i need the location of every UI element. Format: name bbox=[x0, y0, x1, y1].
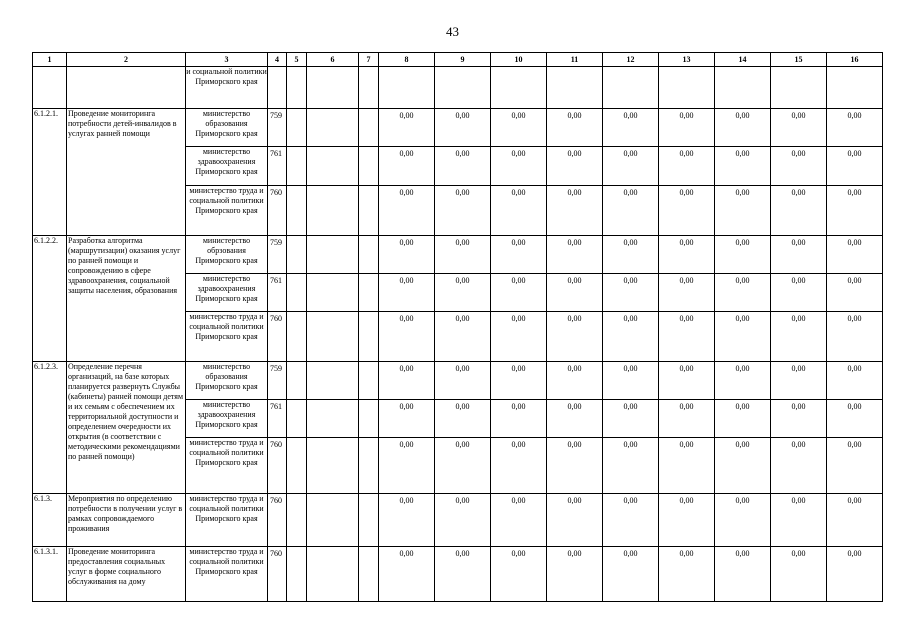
item-number: 6.1.3. bbox=[33, 494, 67, 547]
empty-cell bbox=[359, 400, 379, 438]
amount-cell: 0,00 bbox=[379, 274, 435, 312]
table-row bbox=[33, 547, 883, 602]
amount-cell: 0,00 bbox=[379, 236, 435, 274]
empty-cell bbox=[287, 362, 307, 400]
column-header-1: 1 bbox=[33, 53, 67, 67]
amount-cell: 0,00 bbox=[435, 312, 491, 362]
amount-cell: 0,00 bbox=[547, 547, 603, 602]
empty-cell bbox=[307, 67, 359, 109]
column-header-6: 6 bbox=[307, 53, 359, 67]
executor-name: министерство труда и социальной политики Приморского края bbox=[186, 438, 268, 494]
amount-cell bbox=[771, 67, 827, 109]
budget-code: 759 bbox=[268, 109, 287, 147]
amount-cell: 0,00 bbox=[435, 494, 491, 547]
empty-cell bbox=[287, 109, 307, 147]
amount-cell: 0,00 bbox=[547, 147, 603, 186]
empty-cell bbox=[307, 312, 359, 362]
amount-cell bbox=[435, 67, 491, 109]
amount-cell bbox=[547, 67, 603, 109]
executor-name: и социальной политики Приморского края bbox=[186, 67, 268, 109]
amount-cell: 0,00 bbox=[547, 186, 603, 236]
empty-cell bbox=[307, 109, 359, 147]
amount-cell: 0,00 bbox=[827, 147, 883, 186]
empty-cell bbox=[359, 312, 379, 362]
empty-cell bbox=[287, 438, 307, 494]
amount-cell: 0,00 bbox=[659, 400, 715, 438]
amount-cell: 0,00 bbox=[715, 494, 771, 547]
amount-cell: 0,00 bbox=[827, 438, 883, 494]
amount-cell: 0,00 bbox=[603, 362, 659, 400]
amount-cell: 0,00 bbox=[715, 186, 771, 236]
executor-name: министерство здравоохранения Приморского края bbox=[186, 147, 268, 186]
amount-cell: 0,00 bbox=[715, 274, 771, 312]
amount-cell: 0,00 bbox=[379, 400, 435, 438]
amount-cell: 0,00 bbox=[379, 547, 435, 602]
empty-cell bbox=[287, 274, 307, 312]
amount-cell bbox=[603, 67, 659, 109]
amount-cell: 0,00 bbox=[603, 274, 659, 312]
budget-code: 761 bbox=[268, 147, 287, 186]
amount-cell: 0,00 bbox=[603, 147, 659, 186]
empty-cell bbox=[307, 274, 359, 312]
column-header-11: 11 bbox=[547, 53, 603, 67]
executor-name: министерство труда и социальной политики Приморского края bbox=[186, 547, 268, 602]
budget-code: 760 bbox=[268, 438, 287, 494]
empty-cell bbox=[307, 147, 359, 186]
amount-cell: 0,00 bbox=[771, 438, 827, 494]
amount-cell: 0,00 bbox=[491, 438, 547, 494]
amount-cell: 0,00 bbox=[547, 109, 603, 147]
executor-name: министерство образования Приморского края bbox=[186, 362, 268, 400]
item-number bbox=[33, 67, 67, 109]
amount-cell: 0,00 bbox=[715, 400, 771, 438]
table-row bbox=[33, 494, 883, 547]
amount-cell: 0,00 bbox=[491, 494, 547, 547]
amount-cell: 0,00 bbox=[827, 547, 883, 602]
empty-cell bbox=[307, 547, 359, 602]
amount-cell: 0,00 bbox=[435, 438, 491, 494]
empty-cell bbox=[359, 362, 379, 400]
amount-cell bbox=[659, 67, 715, 109]
budget-code: 760 bbox=[268, 312, 287, 362]
amount-cell: 0,00 bbox=[715, 109, 771, 147]
column-header-16: 16 bbox=[827, 53, 883, 67]
amount-cell: 0,00 bbox=[603, 494, 659, 547]
amount-cell: 0,00 bbox=[827, 274, 883, 312]
column-header-15: 15 bbox=[771, 53, 827, 67]
amount-cell bbox=[379, 67, 435, 109]
header-row bbox=[33, 53, 883, 67]
executor-name: министерство труда и социальной политики Приморского края bbox=[186, 312, 268, 362]
column-header-8: 8 bbox=[379, 53, 435, 67]
executor-name: министерство здравоохранения Приморского края bbox=[186, 274, 268, 312]
amount-cell: 0,00 bbox=[379, 312, 435, 362]
amount-cell: 0,00 bbox=[435, 147, 491, 186]
activity-name: Мероприятия по определению потребности в получении услуг в рамках сопровождаемого проживания bbox=[67, 494, 186, 547]
amount-cell: 0,00 bbox=[435, 400, 491, 438]
amount-cell: 0,00 bbox=[379, 109, 435, 147]
empty-cell bbox=[359, 67, 379, 109]
empty-cell bbox=[359, 236, 379, 274]
item-number: 6.1.2.3. bbox=[33, 362, 67, 494]
activity-name: Проведение мониторинга предоставления социальных услуг в форме социального обслуживания на дому bbox=[67, 547, 186, 602]
amount-cell: 0,00 bbox=[659, 109, 715, 147]
empty-cell bbox=[307, 362, 359, 400]
activity-name bbox=[67, 67, 186, 109]
column-header-3: 3 bbox=[186, 53, 268, 67]
amount-cell bbox=[491, 67, 547, 109]
amount-cell: 0,00 bbox=[547, 312, 603, 362]
column-header-2: 2 bbox=[67, 53, 186, 67]
budget-code: 759 bbox=[268, 362, 287, 400]
budget-table bbox=[32, 52, 883, 602]
empty-cell bbox=[359, 147, 379, 186]
amount-cell: 0,00 bbox=[491, 147, 547, 186]
amount-cell: 0,00 bbox=[827, 400, 883, 438]
empty-cell bbox=[359, 274, 379, 312]
amount-cell: 0,00 bbox=[547, 362, 603, 400]
empty-cell bbox=[307, 400, 359, 438]
amount-cell: 0,00 bbox=[827, 109, 883, 147]
amount-cell: 0,00 bbox=[659, 236, 715, 274]
empty-cell bbox=[359, 438, 379, 494]
amount-cell: 0,00 bbox=[547, 438, 603, 494]
amount-cell: 0,00 bbox=[771, 147, 827, 186]
table-row bbox=[33, 362, 883, 400]
table-row bbox=[33, 236, 883, 274]
executor-name: министерство труда и социальной политики Приморского края bbox=[186, 494, 268, 547]
column-header-7: 7 bbox=[359, 53, 379, 67]
table-body bbox=[33, 67, 883, 602]
item-number: 6.1.2.2. bbox=[33, 236, 67, 362]
amount-cell: 0,00 bbox=[491, 274, 547, 312]
executor-name: министерство обрзования Приморского края bbox=[186, 236, 268, 274]
empty-cell bbox=[287, 186, 307, 236]
amount-cell: 0,00 bbox=[771, 274, 827, 312]
amount-cell: 0,00 bbox=[603, 186, 659, 236]
amount-cell: 0,00 bbox=[659, 312, 715, 362]
empty-cell bbox=[287, 67, 307, 109]
amount-cell: 0,00 bbox=[659, 362, 715, 400]
empty-cell bbox=[359, 547, 379, 602]
item-number: 6.1.2.1. bbox=[33, 109, 67, 236]
amount-cell bbox=[827, 67, 883, 109]
amount-cell: 0,00 bbox=[491, 312, 547, 362]
empty-cell bbox=[307, 186, 359, 236]
amount-cell: 0,00 bbox=[379, 186, 435, 236]
amount-cell: 0,00 bbox=[491, 362, 547, 400]
amount-cell: 0,00 bbox=[715, 438, 771, 494]
amount-cell: 0,00 bbox=[827, 236, 883, 274]
table-row bbox=[33, 109, 883, 147]
amount-cell: 0,00 bbox=[435, 109, 491, 147]
activity-name: Проведение мониторинга потребности детей-инвалидов в услугах ранней помощи bbox=[67, 109, 186, 236]
amount-cell: 0,00 bbox=[715, 547, 771, 602]
empty-cell bbox=[287, 147, 307, 186]
amount-cell: 0,00 bbox=[491, 547, 547, 602]
amount-cell: 0,00 bbox=[603, 547, 659, 602]
empty-cell bbox=[287, 312, 307, 362]
amount-cell: 0,00 bbox=[435, 274, 491, 312]
budget-code: 761 bbox=[268, 400, 287, 438]
empty-cell bbox=[287, 547, 307, 602]
amount-cell: 0,00 bbox=[547, 400, 603, 438]
amount-cell: 0,00 bbox=[827, 494, 883, 547]
amount-cell: 0,00 bbox=[827, 362, 883, 400]
empty-cell bbox=[307, 438, 359, 494]
amount-cell: 0,00 bbox=[547, 236, 603, 274]
amount-cell: 0,00 bbox=[603, 400, 659, 438]
amount-cell: 0,00 bbox=[547, 494, 603, 547]
amount-cell: 0,00 bbox=[659, 494, 715, 547]
activity-name: Определение перечня организаций, на базе которых планируется развернуть Службы (кабинеты) ранней помощи детям и их семьям с обеспечением их территориальной доступности и определением очередности их открытия (в соответствии с методическими рекомендациями по ранней помощи) bbox=[67, 362, 186, 494]
page-number: 43 bbox=[446, 24, 459, 39]
amount-cell: 0,00 bbox=[547, 274, 603, 312]
budget-code: 760 bbox=[268, 547, 287, 602]
amount-cell: 0,00 bbox=[715, 147, 771, 186]
amount-cell: 0,00 bbox=[771, 400, 827, 438]
amount-cell: 0,00 bbox=[659, 438, 715, 494]
amount-cell: 0,00 bbox=[435, 186, 491, 236]
column-header-9: 9 bbox=[435, 53, 491, 67]
amount-cell: 0,00 bbox=[771, 547, 827, 602]
amount-cell: 0,00 bbox=[715, 362, 771, 400]
amount-cell: 0,00 bbox=[491, 109, 547, 147]
amount-cell: 0,00 bbox=[379, 362, 435, 400]
budget-code: 760 bbox=[268, 186, 287, 236]
amount-cell: 0,00 bbox=[771, 362, 827, 400]
amount-cell: 0,00 bbox=[435, 547, 491, 602]
empty-cell bbox=[359, 494, 379, 547]
amount-cell: 0,00 bbox=[659, 186, 715, 236]
budget-code: 760 bbox=[268, 494, 287, 547]
budget-code bbox=[268, 67, 287, 109]
amount-cell: 0,00 bbox=[715, 312, 771, 362]
item-number: 6.1.3.1. bbox=[33, 547, 67, 602]
empty-cell bbox=[287, 236, 307, 274]
amount-cell: 0,00 bbox=[491, 186, 547, 236]
empty-cell bbox=[359, 186, 379, 236]
budget-code: 761 bbox=[268, 274, 287, 312]
amount-cell: 0,00 bbox=[379, 494, 435, 547]
amount-cell: 0,00 bbox=[379, 438, 435, 494]
amount-cell: 0,00 bbox=[659, 547, 715, 602]
executor-name: министерство образования Приморского края bbox=[186, 109, 268, 147]
amount-cell: 0,00 bbox=[827, 312, 883, 362]
executor-name: министерство труда и социальной политики Приморского края bbox=[186, 186, 268, 236]
column-header-10: 10 bbox=[491, 53, 547, 67]
column-header-5: 5 bbox=[287, 53, 307, 67]
empty-cell bbox=[359, 109, 379, 147]
column-header-13: 13 bbox=[659, 53, 715, 67]
column-header-14: 14 bbox=[715, 53, 771, 67]
amount-cell: 0,00 bbox=[771, 494, 827, 547]
amount-cell: 0,00 bbox=[435, 362, 491, 400]
amount-cell: 0,00 bbox=[659, 274, 715, 312]
budget-code: 759 bbox=[268, 236, 287, 274]
table-row bbox=[33, 67, 883, 109]
empty-cell bbox=[307, 494, 359, 547]
amount-cell: 0,00 bbox=[435, 236, 491, 274]
amount-cell: 0,00 bbox=[771, 186, 827, 236]
executor-name: министерство здравоохранения Приморского края bbox=[186, 400, 268, 438]
amount-cell: 0,00 bbox=[491, 400, 547, 438]
amount-cell: 0,00 bbox=[603, 236, 659, 274]
activity-name: Разработка алгоритма (маршрутизации) оказания услуг по ранней помощи и сопровождению в сфере здравоохранения, социальной защиты населения, образования bbox=[67, 236, 186, 362]
amount-cell: 0,00 bbox=[827, 186, 883, 236]
amount-cell: 0,00 bbox=[603, 312, 659, 362]
amount-cell: 0,00 bbox=[659, 147, 715, 186]
amount-cell bbox=[715, 67, 771, 109]
column-header-12: 12 bbox=[603, 53, 659, 67]
amount-cell: 0,00 bbox=[771, 109, 827, 147]
amount-cell: 0,00 bbox=[715, 236, 771, 274]
amount-cell: 0,00 bbox=[603, 438, 659, 494]
amount-cell: 0,00 bbox=[379, 147, 435, 186]
empty-cell bbox=[307, 236, 359, 274]
empty-cell bbox=[287, 494, 307, 547]
amount-cell: 0,00 bbox=[771, 236, 827, 274]
amount-cell: 0,00 bbox=[603, 109, 659, 147]
amount-cell: 0,00 bbox=[491, 236, 547, 274]
amount-cell: 0,00 bbox=[771, 312, 827, 362]
column-header-4: 4 bbox=[268, 53, 287, 67]
empty-cell bbox=[287, 400, 307, 438]
